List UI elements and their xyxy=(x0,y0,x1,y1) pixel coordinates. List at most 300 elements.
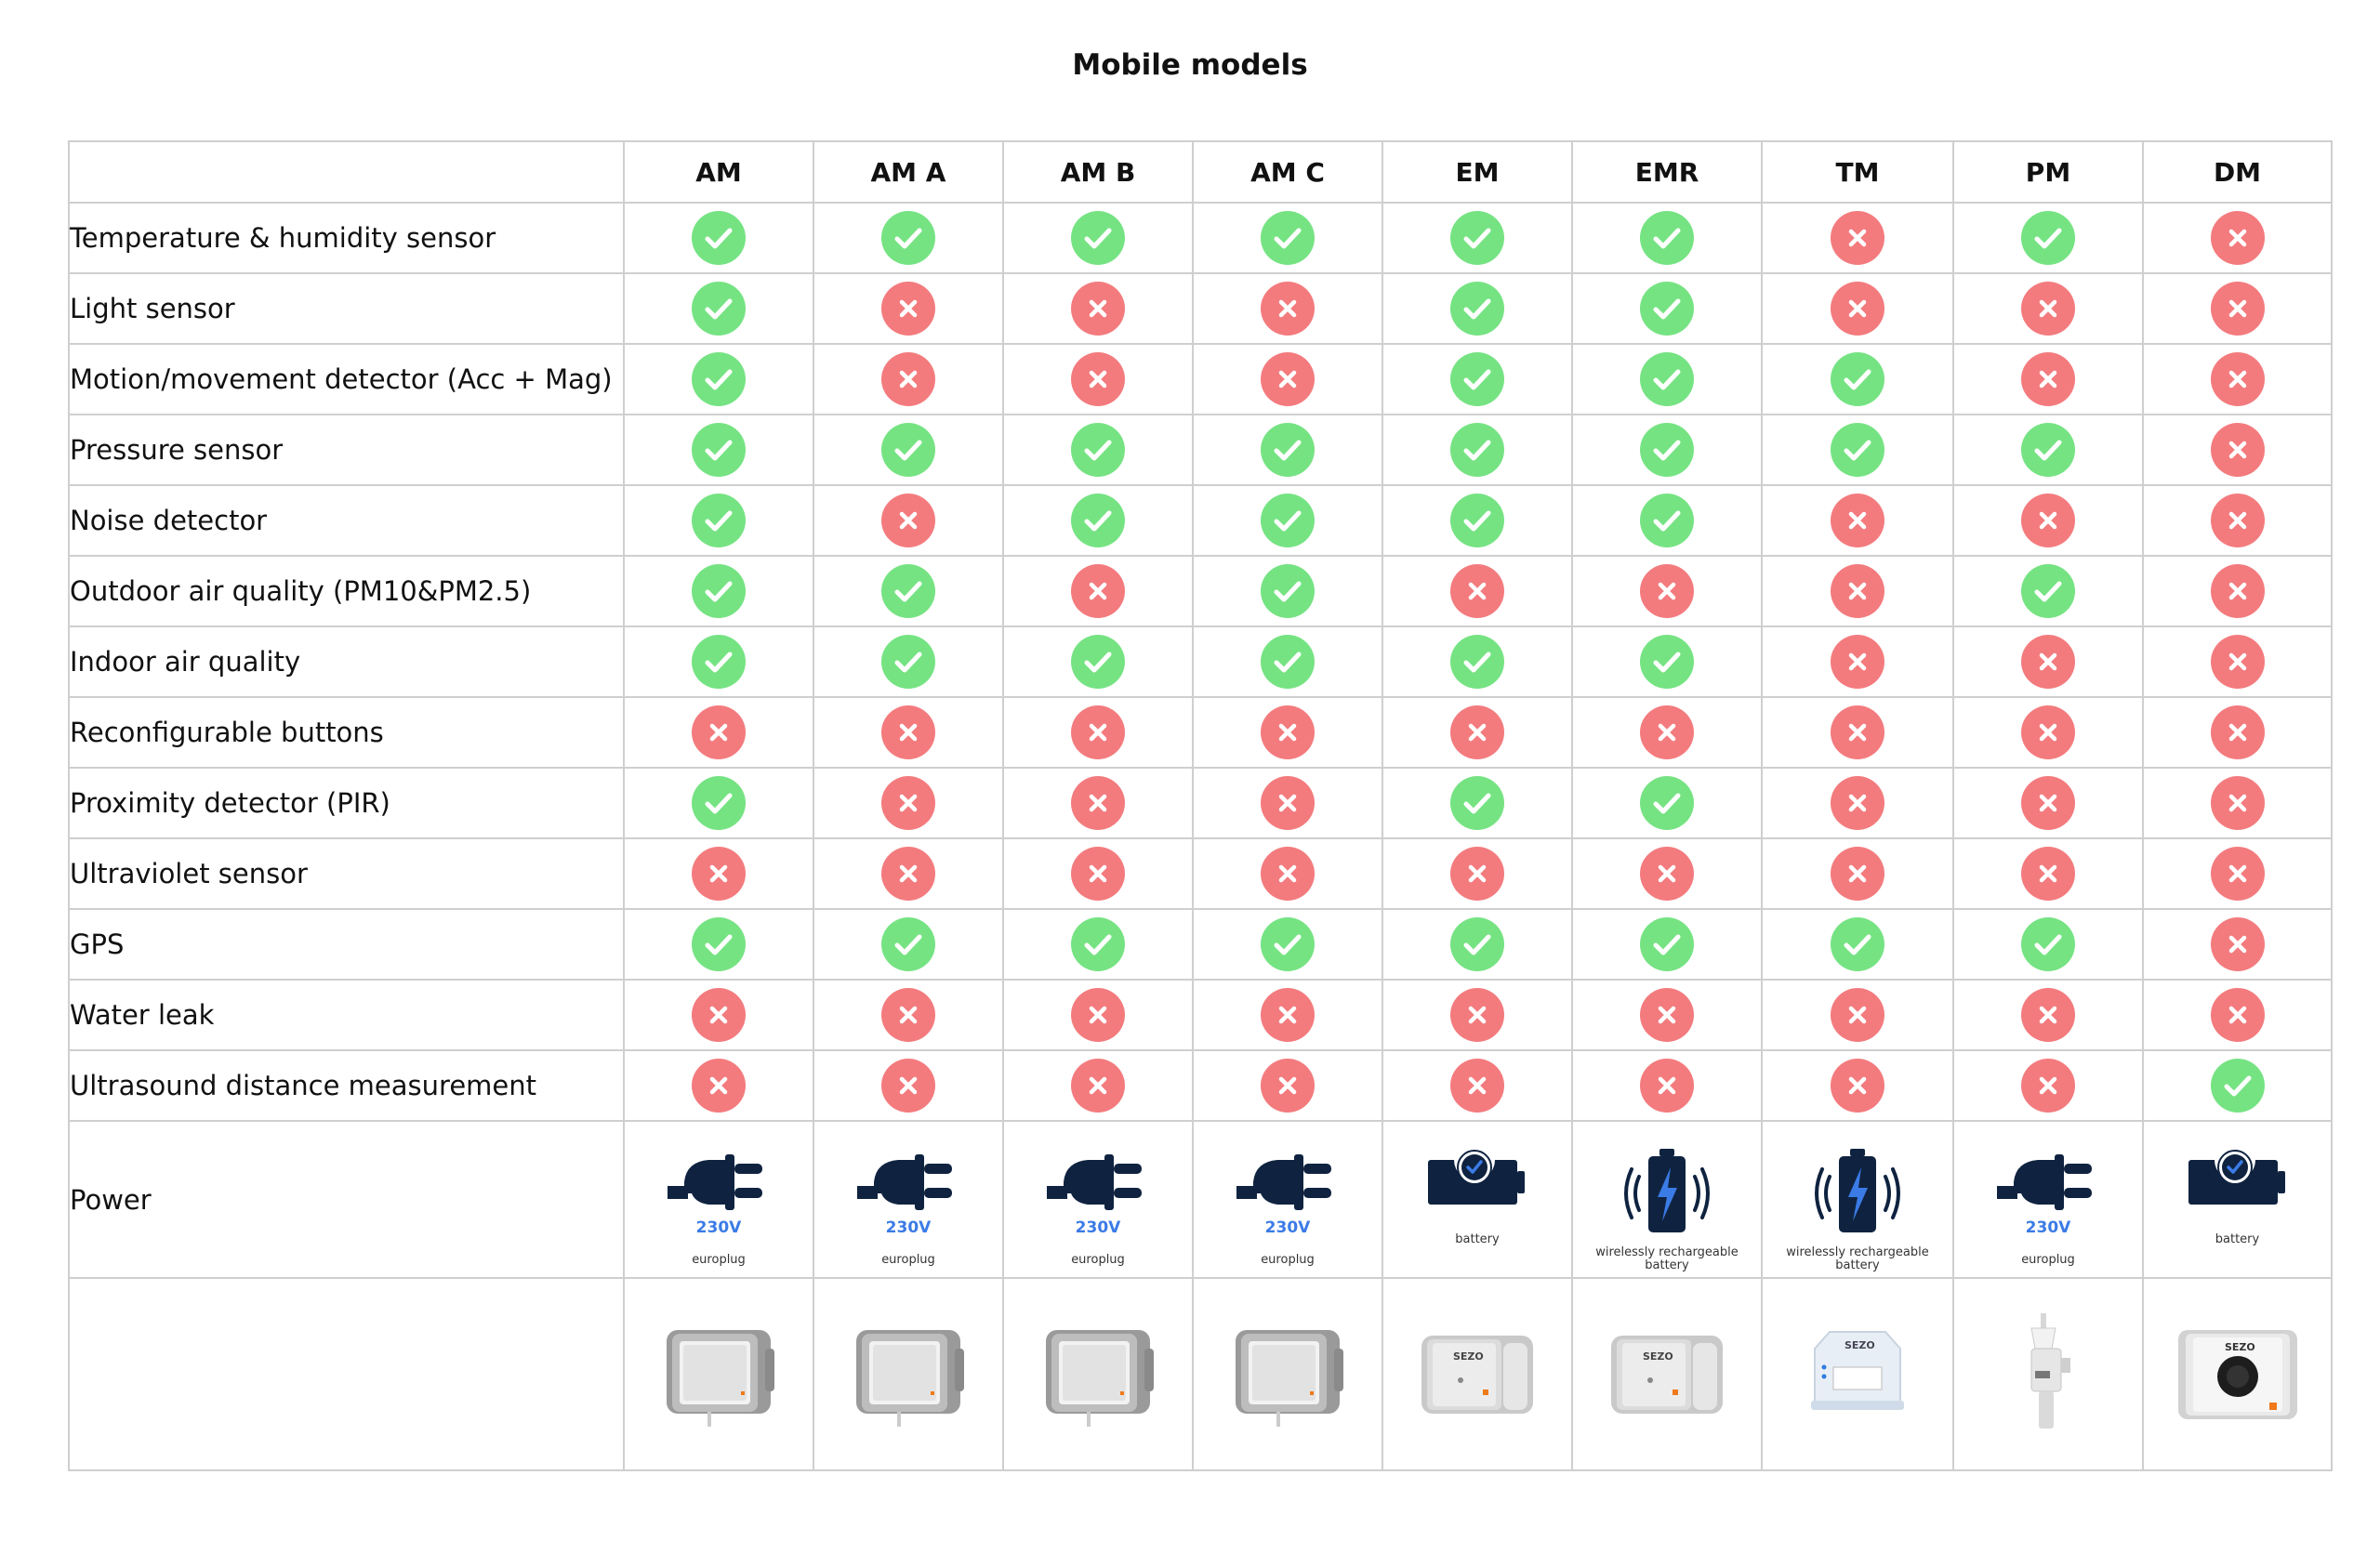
feature-cell xyxy=(1193,415,1382,485)
feature-row xyxy=(69,697,2332,768)
svg-text:SEZO: SEZO xyxy=(1844,1339,1875,1351)
check-icon xyxy=(1450,211,1504,265)
check-icon xyxy=(692,282,746,336)
cross-icon xyxy=(881,352,935,406)
device-cell xyxy=(1572,1278,1762,1470)
feature-cell xyxy=(1953,697,2143,768)
cross-icon xyxy=(1071,988,1125,1042)
feature-row xyxy=(69,980,2332,1050)
feature-cell xyxy=(2143,415,2332,485)
check-icon xyxy=(1640,494,1694,547)
feature-cell xyxy=(813,980,1003,1050)
cross-icon xyxy=(2211,352,2265,406)
check-icon xyxy=(1831,423,1884,477)
cross-icon xyxy=(2211,705,2265,759)
feature-cell xyxy=(1762,626,1953,697)
check-icon xyxy=(1640,917,1694,971)
cross-icon xyxy=(1640,705,1694,759)
check-icon xyxy=(2021,564,2075,618)
feature-cell xyxy=(1003,344,1193,415)
feature-cell xyxy=(2143,626,2332,697)
feature-cell xyxy=(1003,909,1193,980)
power-caption: europlug xyxy=(692,1252,746,1267)
check-icon xyxy=(881,564,935,618)
check-icon xyxy=(1450,635,1504,689)
feature-cell xyxy=(1382,768,1572,838)
power-cell xyxy=(1953,1121,2143,1278)
cross-icon xyxy=(881,282,935,336)
feature-label: Outdoor air quality (PM10&PM2.5) xyxy=(69,556,624,626)
feature-cell xyxy=(1193,909,1382,980)
device-em-icon xyxy=(1412,1311,1542,1437)
power-caption: europlug xyxy=(881,1252,935,1267)
feature-cell xyxy=(1762,415,1953,485)
feature-cell xyxy=(1382,838,1572,909)
feature-cell xyxy=(1762,980,1953,1050)
device-am-icon xyxy=(1033,1311,1163,1437)
wireless-battery-icon xyxy=(1802,1147,1913,1241)
feature-cell xyxy=(1572,203,1762,273)
check-icon xyxy=(1450,917,1504,971)
check-icon xyxy=(692,423,746,477)
cross-icon xyxy=(2211,494,2265,547)
feature-cell xyxy=(1003,626,1193,697)
check-icon xyxy=(692,917,746,971)
feature-cell xyxy=(1382,273,1572,344)
feature-cell xyxy=(813,768,1003,838)
power-cell xyxy=(624,1121,813,1278)
power-caption: wirelessly rechargeable battery xyxy=(1595,1245,1739,1272)
cross-icon xyxy=(1261,705,1315,759)
cross-icon xyxy=(2021,1059,2075,1113)
cross-icon xyxy=(1261,847,1315,901)
column-header: EMR xyxy=(1572,141,1762,203)
cross-icon xyxy=(2021,705,2075,759)
device-cell xyxy=(1762,1278,1953,1470)
cross-icon xyxy=(2211,211,2265,265)
power-caption: europlug xyxy=(1261,1252,1315,1267)
check-icon xyxy=(1640,635,1694,689)
feature-cell xyxy=(1003,768,1193,838)
feature-cell xyxy=(1003,838,1193,909)
power-caption: europlug xyxy=(2021,1252,2075,1267)
feature-cell xyxy=(1572,344,1762,415)
feature-cell xyxy=(1762,273,1953,344)
feature-cell xyxy=(1953,273,2143,344)
cross-icon xyxy=(1831,988,1884,1042)
feature-cell xyxy=(1572,1050,1762,1121)
cross-icon xyxy=(2211,776,2265,830)
feature-cell xyxy=(1762,768,1953,838)
power-label: Power xyxy=(69,1121,624,1278)
column-header: AM B xyxy=(1003,141,1193,203)
feature-cell xyxy=(1193,556,1382,626)
cross-icon xyxy=(1071,776,1125,830)
power-cell xyxy=(1193,1121,1382,1278)
feature-cell xyxy=(1382,485,1572,556)
cross-icon xyxy=(1261,282,1315,336)
feature-cell xyxy=(2143,273,2332,344)
plug-icon xyxy=(1047,1147,1149,1218)
column-header: AM A xyxy=(813,141,1003,203)
check-icon xyxy=(1261,423,1315,477)
cross-icon xyxy=(1071,282,1125,336)
check-icon xyxy=(1261,494,1315,547)
column-header: DM xyxy=(2143,141,2332,203)
feature-cell xyxy=(1382,697,1572,768)
plug-icon xyxy=(1236,1147,1339,1218)
cross-icon xyxy=(1831,776,1884,830)
feature-cell xyxy=(624,626,813,697)
feature-cell xyxy=(1762,556,1953,626)
check-icon xyxy=(1450,282,1504,336)
feature-cell xyxy=(1953,980,2143,1050)
feature-row xyxy=(69,626,2332,697)
device-tm-icon xyxy=(1792,1311,1923,1437)
check-icon xyxy=(1640,352,1694,406)
feature-cell xyxy=(1382,415,1572,485)
feature-cell xyxy=(1003,556,1193,626)
feature-cell xyxy=(813,485,1003,556)
feature-cell xyxy=(624,485,813,556)
feature-cell xyxy=(2143,485,2332,556)
feature-cell xyxy=(1003,485,1193,556)
feature-row xyxy=(69,556,2332,626)
check-icon xyxy=(1071,917,1125,971)
wireless-battery-icon xyxy=(1611,1147,1723,1241)
feature-cell xyxy=(1762,485,1953,556)
feature-cell xyxy=(1953,768,2143,838)
check-icon xyxy=(1831,352,1884,406)
feature-cell xyxy=(1382,344,1572,415)
feature-cell xyxy=(1572,273,1762,344)
feature-cell xyxy=(1572,697,1762,768)
feature-cell xyxy=(1953,203,2143,273)
voltage-label: 230V xyxy=(1075,1218,1121,1237)
device-em-icon xyxy=(1602,1311,1732,1437)
cross-icon xyxy=(2021,847,2075,901)
cross-icon xyxy=(1831,635,1884,689)
cross-icon xyxy=(881,988,935,1042)
feature-cell xyxy=(2143,768,2332,838)
feature-cell xyxy=(1193,980,1382,1050)
feature-cell xyxy=(1953,626,2143,697)
cross-icon xyxy=(1640,1059,1694,1113)
feature-cell xyxy=(624,273,813,344)
column-header: PM xyxy=(1953,141,2143,203)
feature-cell xyxy=(813,344,1003,415)
feature-cell xyxy=(1382,626,1572,697)
feature-row xyxy=(69,203,2332,273)
check-icon xyxy=(1640,776,1694,830)
check-icon xyxy=(692,211,746,265)
cross-icon xyxy=(692,705,746,759)
feature-row xyxy=(69,909,2332,980)
feature-label: GPS xyxy=(69,909,624,980)
cross-icon xyxy=(1831,282,1884,336)
check-icon xyxy=(1261,635,1315,689)
column-header: AM C xyxy=(1193,141,1382,203)
cross-icon xyxy=(1071,847,1125,901)
power-cell xyxy=(1003,1121,1193,1278)
cross-icon xyxy=(2021,635,2075,689)
feature-cell xyxy=(624,1050,813,1121)
feature-cell xyxy=(1193,485,1382,556)
power-cell xyxy=(1762,1121,1953,1278)
column-header: AM xyxy=(624,141,813,203)
cross-icon xyxy=(1640,847,1694,901)
cross-icon xyxy=(1261,1059,1315,1113)
power-cell xyxy=(1382,1121,1572,1278)
check-icon xyxy=(1640,423,1694,477)
cross-icon xyxy=(881,494,935,547)
cross-icon xyxy=(1831,211,1884,265)
feature-cell xyxy=(624,980,813,1050)
feature-cell xyxy=(1193,838,1382,909)
feature-cell xyxy=(813,838,1003,909)
check-icon xyxy=(1261,917,1315,971)
feature-cell xyxy=(624,909,813,980)
column-header: EM xyxy=(1382,141,1572,203)
feature-cell xyxy=(1953,556,2143,626)
cross-icon xyxy=(881,776,935,830)
feature-cell xyxy=(1572,980,1762,1050)
check-icon xyxy=(1450,423,1504,477)
feature-cell xyxy=(1572,768,1762,838)
feature-label: Temperature & humidity sensor xyxy=(69,203,624,273)
feature-cell xyxy=(1003,697,1193,768)
cross-icon xyxy=(1640,988,1694,1042)
feature-cell xyxy=(624,838,813,909)
feature-cell xyxy=(1762,344,1953,415)
device-cell xyxy=(1193,1278,1382,1470)
device-row-label xyxy=(69,1278,624,1470)
power-caption: battery xyxy=(1455,1231,1500,1246)
feature-cell xyxy=(1382,203,1572,273)
power-caption: battery xyxy=(2215,1231,2260,1246)
feature-row xyxy=(69,1050,2332,1121)
feature-cell xyxy=(1572,909,1762,980)
cross-icon xyxy=(2021,776,2075,830)
check-icon xyxy=(692,494,746,547)
cross-icon xyxy=(881,847,935,901)
cross-icon xyxy=(1831,494,1884,547)
feature-row xyxy=(69,415,2332,485)
feature-cell xyxy=(813,203,1003,273)
svg-text:SEZO: SEZO xyxy=(1453,1350,1484,1363)
feature-cell xyxy=(624,344,813,415)
check-icon xyxy=(1261,564,1315,618)
device-dm-icon xyxy=(2173,1311,2303,1437)
feature-cell xyxy=(1953,415,2143,485)
check-icon xyxy=(1071,211,1125,265)
feature-cell xyxy=(2143,1050,2332,1121)
feature-row xyxy=(69,768,2332,838)
header-corner xyxy=(69,141,624,203)
feature-cell xyxy=(1193,1050,1382,1121)
cross-icon xyxy=(2211,635,2265,689)
feature-cell xyxy=(1762,1050,1953,1121)
cross-icon xyxy=(2211,423,2265,477)
feature-cell xyxy=(1003,415,1193,485)
check-icon xyxy=(2211,1059,2265,1113)
feature-label: Water leak xyxy=(69,980,624,1050)
feature-cell xyxy=(624,556,813,626)
cross-icon xyxy=(1071,1059,1125,1113)
check-icon xyxy=(692,776,746,830)
cross-icon xyxy=(1071,564,1125,618)
feature-cell xyxy=(1572,415,1762,485)
check-icon xyxy=(692,352,746,406)
check-icon xyxy=(881,635,935,689)
feature-cell xyxy=(1762,838,1953,909)
feature-cell xyxy=(624,415,813,485)
cross-icon xyxy=(1450,847,1504,901)
cross-icon xyxy=(1831,705,1884,759)
feature-cell xyxy=(813,626,1003,697)
cross-icon xyxy=(1450,705,1504,759)
power-caption: wirelessly rechargeable battery xyxy=(1786,1245,1929,1272)
feature-cell xyxy=(1193,768,1382,838)
feature-label: Proximity detector (PIR) xyxy=(69,768,624,838)
cross-icon xyxy=(881,1059,935,1113)
cross-icon xyxy=(692,988,746,1042)
feature-label: Motion/movement detector (Acc + Mag) xyxy=(69,344,624,415)
power-cell xyxy=(813,1121,1003,1278)
feature-cell xyxy=(624,768,813,838)
check-icon xyxy=(881,423,935,477)
feature-cell xyxy=(1193,203,1382,273)
check-icon xyxy=(2021,917,2075,971)
feature-cell xyxy=(1193,344,1382,415)
check-icon xyxy=(1261,211,1315,265)
feature-cell xyxy=(1762,697,1953,768)
feature-cell xyxy=(813,273,1003,344)
feature-row xyxy=(69,273,2332,344)
cross-icon xyxy=(1261,776,1315,830)
device-image-row xyxy=(69,1278,2332,1470)
battery-icon xyxy=(1426,1147,1528,1218)
check-icon xyxy=(1450,494,1504,547)
feature-cell xyxy=(1003,203,1193,273)
feature-cell xyxy=(2143,980,2332,1050)
cross-icon xyxy=(2211,917,2265,971)
power-cell xyxy=(2143,1121,2332,1278)
feature-cell xyxy=(813,909,1003,980)
power-caption: europlug xyxy=(1071,1252,1125,1267)
feature-label: Light sensor xyxy=(69,273,624,344)
check-icon xyxy=(1450,776,1504,830)
cross-icon xyxy=(1831,1059,1884,1113)
comparison-table xyxy=(68,140,2333,1471)
device-am-icon xyxy=(843,1311,973,1437)
feature-cell xyxy=(1953,485,2143,556)
cross-icon xyxy=(2211,988,2265,1042)
feature-cell xyxy=(2143,909,2332,980)
feature-label: Ultrasound distance measurement xyxy=(69,1050,624,1121)
check-icon xyxy=(692,635,746,689)
feature-row xyxy=(69,838,2332,909)
feature-cell xyxy=(1193,697,1382,768)
check-icon xyxy=(881,211,935,265)
column-header: TM xyxy=(1762,141,1953,203)
feature-cell xyxy=(1382,556,1572,626)
voltage-label: 230V xyxy=(1264,1218,1311,1237)
cross-icon xyxy=(1071,352,1125,406)
feature-cell xyxy=(2143,556,2332,626)
feature-cell xyxy=(813,1050,1003,1121)
cross-icon xyxy=(1831,847,1884,901)
power-cell xyxy=(1572,1121,1762,1278)
feature-cell xyxy=(1953,909,2143,980)
feature-label: Pressure sensor xyxy=(69,415,624,485)
svg-text:SEZO: SEZO xyxy=(1643,1350,1673,1363)
feature-cell xyxy=(1953,838,2143,909)
feature-cell xyxy=(813,556,1003,626)
device-cell xyxy=(1382,1278,1572,1470)
cross-icon xyxy=(2021,494,2075,547)
device-cell xyxy=(1953,1278,2143,1470)
cross-icon xyxy=(2021,282,2075,336)
device-am-icon xyxy=(1223,1311,1353,1437)
device-cell xyxy=(2143,1278,2332,1470)
cross-icon xyxy=(1450,988,1504,1042)
header-row xyxy=(69,141,2332,203)
check-icon xyxy=(1640,282,1694,336)
feature-cell xyxy=(1572,838,1762,909)
page-title: Mobile models xyxy=(1072,48,1308,82)
device-cell xyxy=(1003,1278,1193,1470)
cross-icon xyxy=(2021,988,2075,1042)
feature-cell xyxy=(813,697,1003,768)
feature-cell xyxy=(2143,203,2332,273)
feature-row xyxy=(69,344,2332,415)
feature-cell xyxy=(1003,273,1193,344)
feature-cell xyxy=(1382,1050,1572,1121)
cross-icon xyxy=(2211,564,2265,618)
feature-cell xyxy=(2143,344,2332,415)
power-row xyxy=(69,1121,2332,1278)
check-icon xyxy=(1071,423,1125,477)
feature-cell xyxy=(1193,273,1382,344)
cross-icon xyxy=(2211,847,2265,901)
feature-cell xyxy=(1382,980,1572,1050)
feature-cell xyxy=(1762,909,1953,980)
device-cell xyxy=(813,1278,1003,1470)
plug-icon xyxy=(1997,1147,2099,1218)
cross-icon xyxy=(1261,352,1315,406)
check-icon xyxy=(692,564,746,618)
feature-cell xyxy=(1953,1050,2143,1121)
feature-label: Noise detector xyxy=(69,485,624,556)
feature-cell xyxy=(1382,909,1572,980)
cross-icon xyxy=(692,847,746,901)
cross-icon xyxy=(881,705,935,759)
check-icon xyxy=(1071,635,1125,689)
check-icon xyxy=(2021,211,2075,265)
feature-cell xyxy=(1762,203,1953,273)
feature-cell xyxy=(1572,626,1762,697)
feature-cell xyxy=(1003,1050,1193,1121)
feature-cell xyxy=(1953,344,2143,415)
feature-cell xyxy=(1572,556,1762,626)
feature-cell xyxy=(2143,838,2332,909)
cross-icon xyxy=(1831,564,1884,618)
feature-cell xyxy=(624,203,813,273)
feature-label: Ultraviolet sensor xyxy=(69,838,624,909)
cross-icon xyxy=(1071,705,1125,759)
feature-cell xyxy=(1193,626,1382,697)
